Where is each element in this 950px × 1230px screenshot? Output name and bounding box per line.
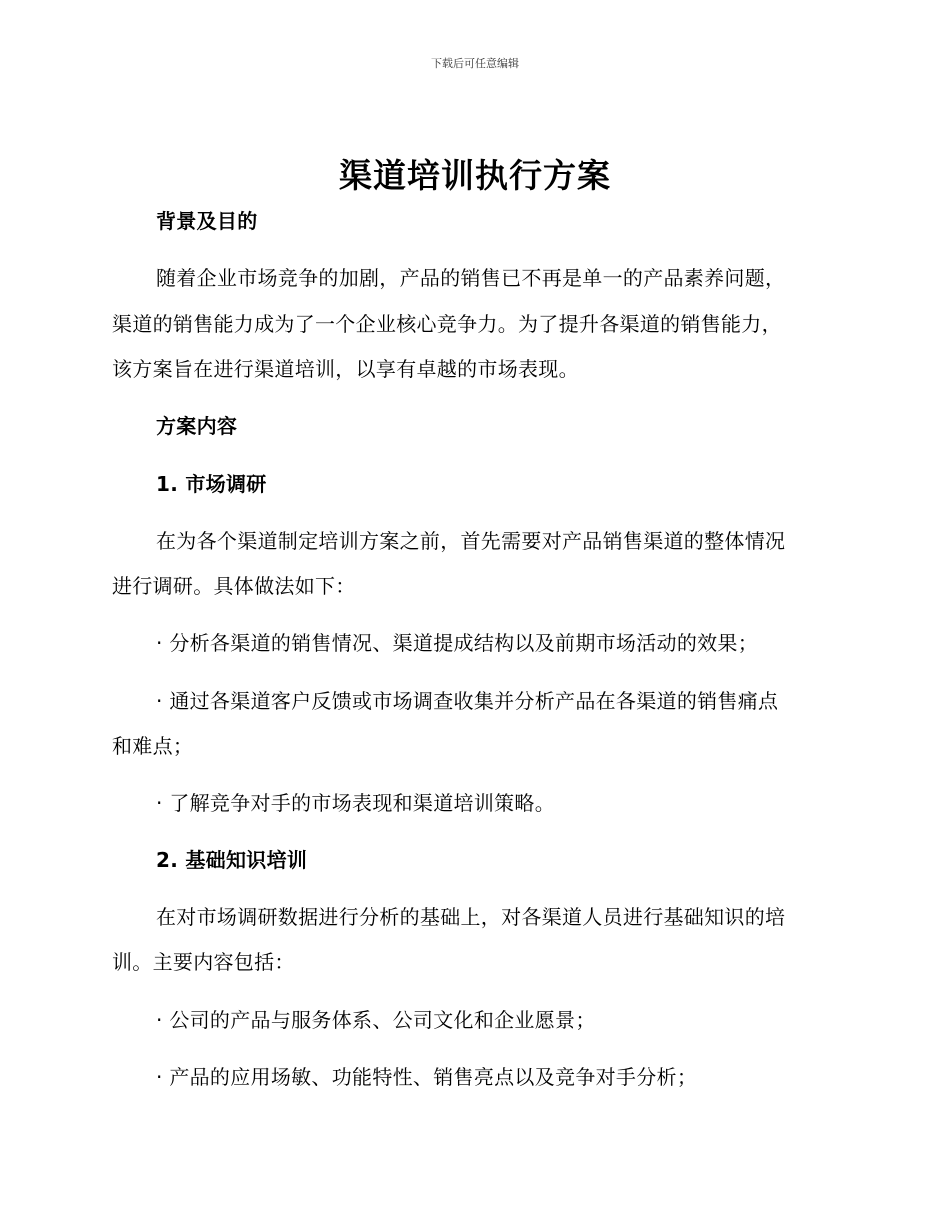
heading-content: 方案内容 [156, 414, 238, 438]
bullet-item: · 通过各渠道客户反馈或市场调查收集并分析产品在各渠道的销售痛点 [156, 689, 779, 713]
paragraph-line: 在对市场调研数据进行分析的基础上，对各渠道人员进行基础知识的培 [156, 905, 786, 929]
paragraph-line: 渠道的销售能力成为了一个企业核心竞争力。为了提升各渠道的销售能力， [112, 312, 782, 336]
heading-basic-training: 2. 基础知识培训 [156, 848, 308, 872]
paragraph-line: 随着企业市场竞争的加剧，产品的销售已不再是单一的产品素养问题， [156, 266, 786, 290]
heading-background: 背景及目的 [156, 209, 258, 233]
bullet-item-continuation: 和难点； [112, 734, 194, 758]
paragraph-line: 进行调研。具体做法如下： [112, 574, 356, 598]
paragraph-line: 该方案旨在进行渠道培训，以享有卓越的市场表现。 [112, 357, 579, 381]
bullet-item: · 公司的产品与服务体系、公司文化和企业愿景； [156, 1008, 596, 1032]
header-note: 下载后可任意编辑 [431, 57, 519, 70]
paragraph-line: 训。主要内容包括： [112, 950, 295, 974]
paragraph-line: 在为各个渠道制定培训方案之前，首先需要对产品销售渠道的整体情况 [156, 529, 786, 553]
bullet-item: · 产品的应用场敏、功能特性、销售亮点以及竞争对手分析； [156, 1065, 698, 1089]
document-title: 渠道培训执行方案 [339, 156, 611, 195]
bullet-item: · 了解竞争对手的市场表现和渠道培训策略。 [156, 791, 556, 815]
heading-market-research: 1. 市场调研 [156, 472, 267, 496]
bullet-item: · 分析各渠道的销售情况、渠道提成结构以及前期市场活动的效果； [156, 631, 759, 655]
